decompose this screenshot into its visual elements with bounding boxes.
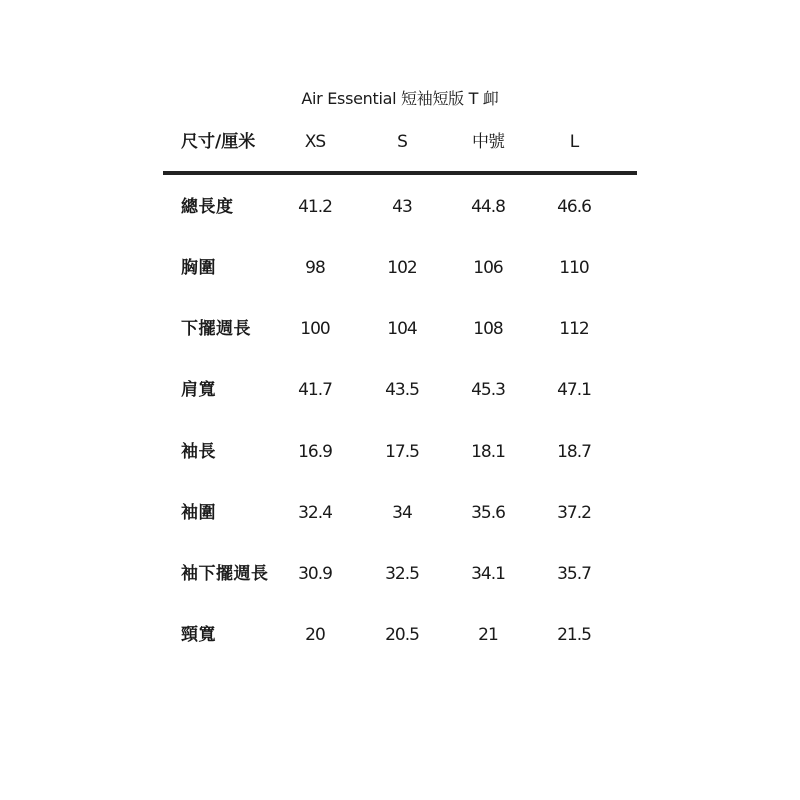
table-cell: 18.7 xyxy=(557,442,591,462)
header-divider xyxy=(163,171,637,175)
size-xs-header: XS xyxy=(304,132,326,152)
size-m-header: 中號 xyxy=(472,132,504,152)
table-cell: 21.5 xyxy=(557,625,591,645)
table-cell: 18.1 xyxy=(471,442,505,462)
row-label: 肩寬 xyxy=(181,380,216,400)
table-cell: 30.9 xyxy=(298,564,332,584)
header-label: 尺寸/厘米 xyxy=(181,132,256,152)
table-cell: 20.5 xyxy=(385,625,419,645)
table-cell: 45.3 xyxy=(471,380,505,400)
table-cell: 35.6 xyxy=(471,503,505,523)
table-cell: 32.4 xyxy=(298,503,332,523)
row-label: 總長度 xyxy=(181,197,234,217)
table-cell: 17.5 xyxy=(385,442,419,462)
table-row xyxy=(163,499,637,529)
table-cell: 43.5 xyxy=(385,380,419,400)
table-cell: 37.2 xyxy=(557,503,591,523)
table-cell: 16.9 xyxy=(298,442,332,462)
table-cell: 112 xyxy=(559,319,589,339)
size-l-header: L xyxy=(569,132,579,152)
table-row xyxy=(163,254,637,284)
chart-title: Air Essential 短袖短版 T 卹 xyxy=(301,89,499,108)
table-cell: 41.7 xyxy=(298,380,332,400)
table-cell: 44.8 xyxy=(471,197,505,217)
row-label: 袖長 xyxy=(181,442,216,462)
table-cell: 108 xyxy=(473,319,503,339)
row-label: 袖圍 xyxy=(181,503,216,523)
table-row xyxy=(163,621,637,651)
table-cell: 104 xyxy=(387,319,417,339)
table-cell: 34 xyxy=(392,503,412,523)
table-cell: 46.6 xyxy=(557,197,591,217)
size-table-header xyxy=(163,128,637,158)
table-cell: 41.2 xyxy=(298,197,332,217)
table-cell: 106 xyxy=(473,258,503,278)
table-cell: 47.1 xyxy=(557,380,591,400)
table-row xyxy=(163,438,637,468)
row-label: 下擺週長 xyxy=(181,319,251,339)
table-cell: 43 xyxy=(392,197,412,217)
row-label: 胸圍 xyxy=(181,258,216,278)
table-cell: 98 xyxy=(305,258,325,278)
table-row xyxy=(163,560,637,590)
row-label: 袖下擺週長 xyxy=(181,564,269,584)
table-row xyxy=(163,376,637,406)
row-label: 頸寬 xyxy=(181,625,216,645)
table-cell: 35.7 xyxy=(557,564,591,584)
table-row xyxy=(163,193,637,223)
table-cell: 34.1 xyxy=(471,564,505,584)
table-cell: 21 xyxy=(478,625,498,645)
table-cell: 102 xyxy=(387,258,417,278)
table-cell: 32.5 xyxy=(385,564,419,584)
size-s-header: S xyxy=(397,132,407,152)
table-cell: 100 xyxy=(300,319,330,339)
table-cell: 20 xyxy=(305,625,325,645)
table-row xyxy=(163,315,637,345)
table-cell: 110 xyxy=(559,258,589,278)
